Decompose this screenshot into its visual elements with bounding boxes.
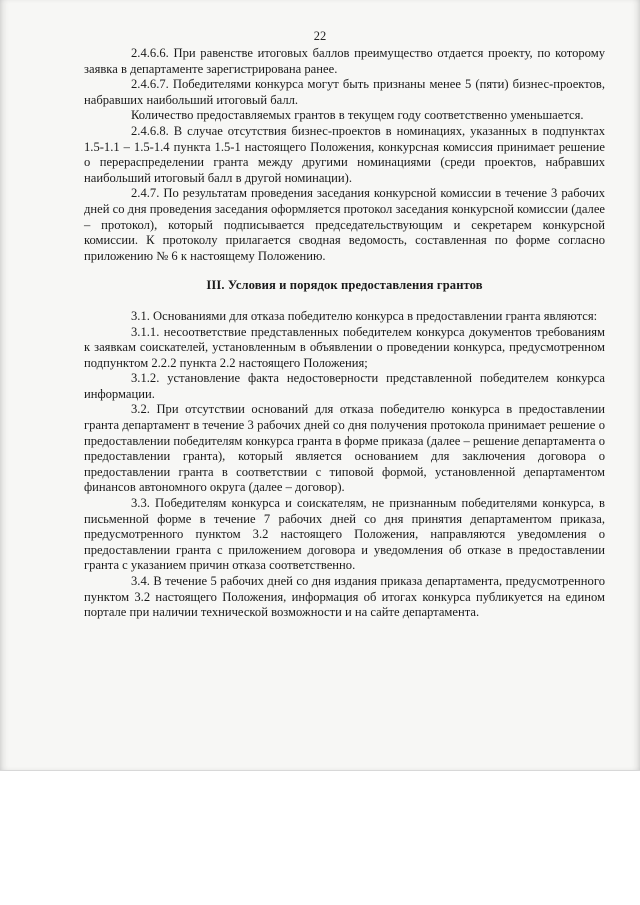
paragraph-2-4-7: 2.4.7. По результатам проведения заседания конкурсной комиссии в течение 3 рабочих дней со дня проведения заседания оформляется протокол заседания конкурсной комиссии (далее – протокол), который подписывается председательствующим и секретарем конкурсной комиссии. К протоколу прилагается сводная ведомость, составленная по форме согласно приложению № 6 к настоящему Положению.: [84, 186, 606, 263]
paragraph-2-4-6-6: 2.4.6.6. При равенстве итоговых баллов преимущество отдается проекту, по которому заявка в департаменте зарегистрирована ранее.: [84, 46, 605, 76]
section-heading: III. Условия и порядок предоставления грантов: [206, 278, 483, 293]
paragraph-3-1-1: 3.1.1. несоответствие представленных победителем конкурса документов требованиям к заявкам соискателей, установленным в объявлении о проведении конкурса, предусмотренном подпунктом 2.2.2 пункта 2.2 настоящего Положения;: [84, 324, 605, 370]
document-body: [84, 46, 605, 621]
paragraph-grant-count: Количество предоставляемых грантов в текущем году соответственно уменьшается.: [131, 108, 584, 123]
page-number: 22: [313, 29, 327, 43]
paragraph-3-1: 3.1. Основаниями для отказа победителю конкурса в предоставлении гранта являются:: [131, 308, 598, 323]
paragraph-3-1-2: 3.1.2. установление факта недостоверности представленной победителем конкурса информации.: [84, 371, 605, 401]
paragraph-2-4-6-8: 2.4.6.8. В случае отсутствия бизнес-проектов в номинациях, указанных в подпунктах 1.5-1.1 – 1.5-1.4 пункта 1.5-1 настоящего Положения, конкурсная комиссия принимает решение о перераспределении гранта между другими номинациями (среди проектов, набравших наибольший итоговый балл в другой номинации).: [84, 123, 605, 185]
paragraph-3-4: 3.4. В течение 5 рабочих дней со дня издания приказа департамента, предусмотренного пунктом 3.2 настоящего Положения, информация об итогах конкурса публикуется на едином портале при наличии технической возможности и на сайте департамента.: [84, 574, 605, 620]
paragraph-3-2: 3.2. При отсутствии оснований для отказа победителю конкурса в предоставлении гранта департамент в течение 3 рабочих дней со дня получения протокола принимает решение о предоставлении победителям конкурса гранта в форме приказа (далее – решение департамента о предоставлении гранта), который является основанием для заключения договора о предоставлении гранта в соответствии с типовой формой, установленной департаментом финансов автономного округа (далее – договор).: [84, 402, 606, 495]
paragraph-3-3: 3.3. Победителям конкурса и соискателям, не признанным победителями конкурса, в письменной форме в течение 7 рабочих дней со дня принятия департаментом приказа, предусмотренного пунктом 3.2 настоящего Положения, направляются уведомления о предоставлении гранта с приложением договора и уведомления об отказе в предоставлении гранта с указанием причин отказа соответственно.: [84, 496, 605, 573]
paragraph-2-4-6-7: 2.4.6.7. Победителями конкурса могут быть признаны менее 5 (пяти) бизнес-проектов, набравших наибольший итоговый балл.: [84, 77, 605, 107]
